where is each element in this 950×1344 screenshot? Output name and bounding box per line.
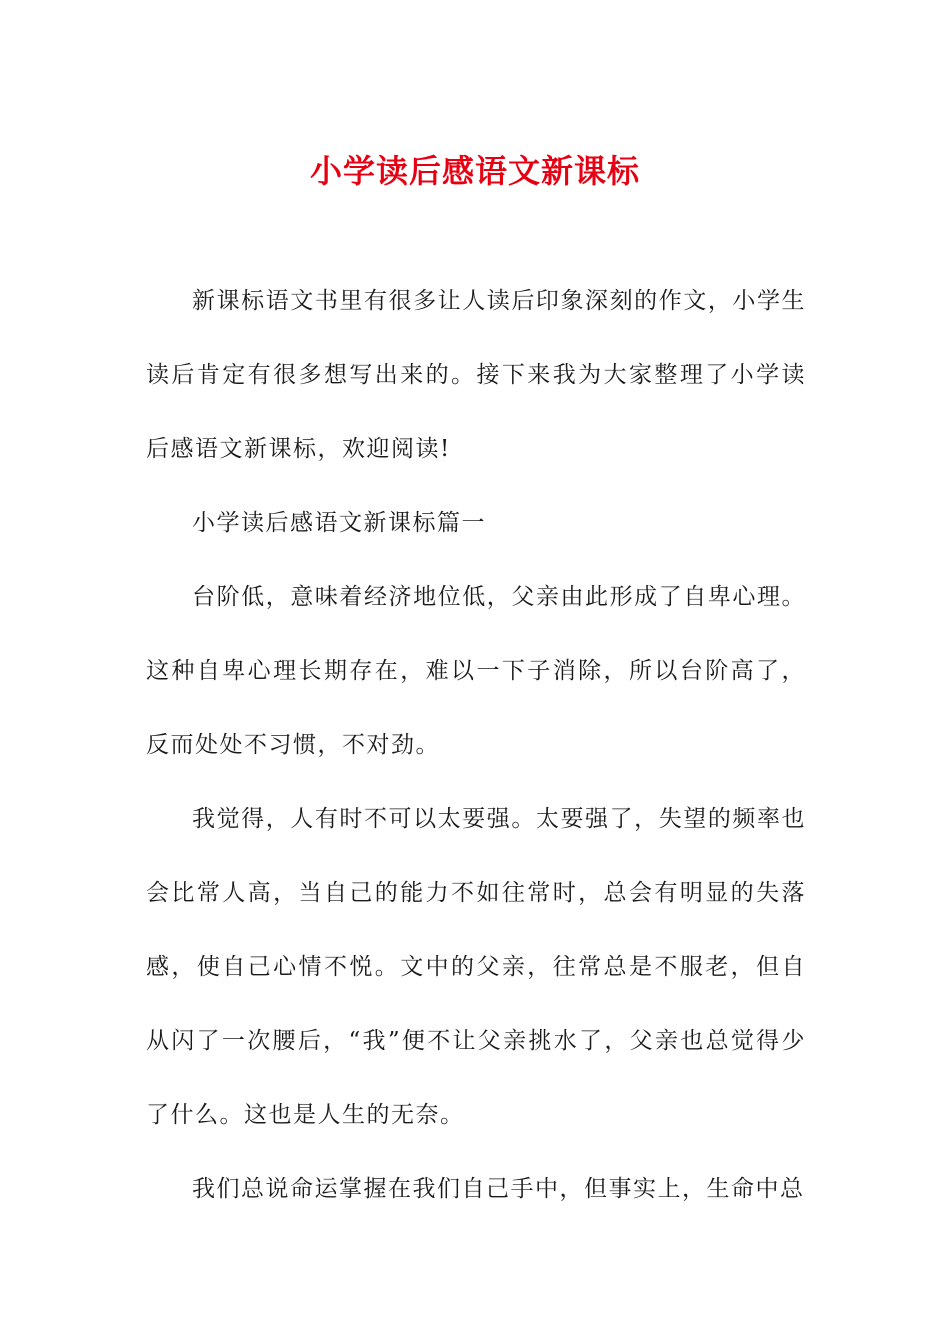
- section-heading: 小学读后感语文新课标篇一: [192, 510, 486, 536]
- paragraph-steps: 台阶低，意味着经济地位低，父亲由此形成了自卑心理。这种自卑心理长期存在，难以一下子消除，所以台阶高了，反而处处不习惯，不对劲。: [146, 584, 806, 758]
- paragraph-reflection: 我觉得，人有时不可以太要强。太要强了，失望的频率也会比常人高，当自己的能力不如往常时，总会有明显的失落感，使自己心情不悦。文中的父亲，往常总是不服老，但自从闪了一次腰后，“我”便不让父亲挑水了，父亲也总觉得少了什么。这也是人生的无奈。: [146, 806, 806, 1128]
- document-title: 小学读后感语文新课标: [309, 152, 640, 190]
- paragraph-intro: 新课标语文书里有很多让人读后印象深刻的作文，小学生读后肯定有很多想写出来的。接下来我为大家整理了小学读后感语文新课标，欢迎阅读!: [146, 288, 806, 462]
- paragraph-fate: 我们总说命运掌握在我们自己手中，但事实上，生命中总: [192, 1176, 805, 1202]
- document-body: [146, 264, 806, 1226]
